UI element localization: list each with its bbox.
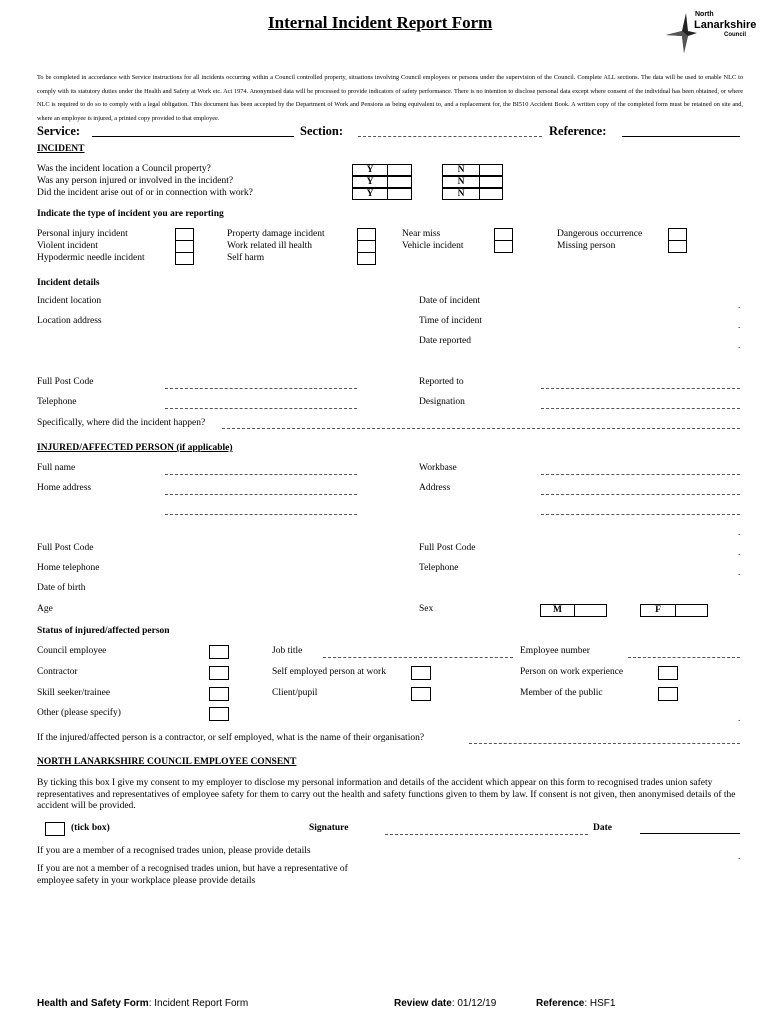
footer-review-value: : 01/12/19 — [451, 998, 497, 1009]
council-employee-checkbox[interactable] — [209, 645, 229, 659]
time-of-incident-label: Time of incident — [419, 316, 482, 326]
consent-tick-checkbox[interactable] — [45, 822, 65, 836]
logo-line-2: Lanarkshire — [694, 19, 757, 31]
incident-details-heading: Incident details — [37, 278, 100, 288]
union-member-field: . — [738, 851, 741, 861]
q1-yes-box[interactable] — [387, 164, 412, 176]
tick-box-label: (tick box) — [71, 823, 110, 833]
type-self-harm: Self harm — [227, 253, 265, 263]
sex-male-box[interactable] — [574, 604, 607, 617]
service-label: Service: — [37, 124, 81, 138]
q3-no-label: N — [442, 188, 480, 200]
section-field[interactable] — [358, 136, 542, 137]
type-missing: Missing person — [557, 241, 616, 251]
incident-telephone-field[interactable] — [165, 408, 357, 409]
reported-to-label: Reported to — [419, 377, 464, 387]
dob-label: Date of birth — [37, 583, 86, 593]
incident-q2: Was any person injured or involved in the incident? — [37, 176, 234, 186]
type-needle-checkbox[interactable] — [175, 252, 194, 265]
where-happened-label: Specifically, where did the incident happen? — [37, 418, 206, 428]
consent-date-field[interactable] — [640, 833, 740, 834]
incident-location-label: Incident location — [37, 296, 102, 306]
union-member-label: If you are a member of a recognised trades union, please provide details — [37, 846, 311, 856]
designation-field[interactable] — [541, 408, 740, 409]
date-of-incident-field: . — [738, 300, 741, 310]
incident-q1: Was the incident location a Council property? — [37, 164, 211, 174]
status-heading: Status of injured/affected person — [37, 626, 170, 636]
work-address-field-1[interactable] — [541, 494, 740, 495]
q2-no-label: N — [442, 176, 480, 188]
page-title: Internal Incident Report Form — [268, 13, 493, 32]
date-reported-label: Date reported — [419, 336, 471, 346]
star-logo-icon — [664, 11, 698, 55]
injured-postcode-label: Full Post Code — [37, 543, 94, 553]
type-property-damage: Property damage incident — [227, 229, 325, 239]
signature-field[interactable] — [385, 834, 588, 835]
work-experience-checkbox[interactable] — [658, 666, 678, 680]
sex-female-box[interactable] — [675, 604, 708, 617]
workbase-label: Workbase — [419, 463, 457, 473]
date-of-incident-label: Date of incident — [419, 296, 481, 306]
sex-label: Sex — [419, 604, 434, 614]
self-employed-checkbox[interactable] — [411, 666, 431, 680]
non-member-label-2: employee safety in your workplace please provide details — [37, 876, 256, 886]
q2-yes-box[interactable] — [387, 176, 412, 188]
sex-female-label: F — [640, 604, 676, 617]
contractor-org-label: If the injured/affected person is a contractor, or self employed, what is the name of their organisation? — [37, 733, 425, 743]
work-address-label: Address — [419, 483, 451, 493]
sex-male-label: M — [540, 604, 575, 617]
type-vehicle: Vehicle incident — [402, 241, 464, 251]
logo-line-3: Council — [724, 32, 746, 38]
date-reported-field: . — [738, 340, 741, 350]
q1-no-label: N — [442, 164, 480, 176]
consent-date-label: Date — [593, 823, 612, 833]
council-employee-label: Council employee — [37, 646, 107, 656]
where-happened-field[interactable] — [222, 428, 740, 429]
work-telephone-label: Telephone — [419, 563, 459, 573]
service-field[interactable] — [92, 136, 294, 137]
employee-number-field[interactable] — [628, 657, 740, 658]
q2-yes-label: Y — [352, 176, 388, 188]
contractor-label: Contractor — [37, 667, 78, 677]
footer-review-label: Review date — [394, 998, 452, 1009]
self-employed-label: Self employed person at work — [272, 667, 386, 677]
public-checkbox[interactable] — [658, 687, 678, 701]
reference-label: Reference: — [549, 124, 607, 138]
other-checkbox[interactable] — [209, 707, 229, 721]
job-title-label: Job title — [272, 646, 303, 656]
injured-heading: INJURED/AFFECTED PERSON (if applicable) — [37, 443, 233, 453]
footer-ref-label: Reference — [536, 998, 585, 1009]
consent-heading: NORTH LANARKSHIRE COUNCIL EMPLOYEE CONSENT — [37, 757, 297, 767]
work-address-field-3: . — [738, 527, 741, 537]
footer-reference — [536, 998, 615, 1009]
incident-q3: Did the incident arise out of or in connection with work? — [37, 188, 253, 198]
type-ill-health: Work related ill health — [227, 241, 312, 251]
footer-form — [37, 998, 248, 1009]
work-postcode-label: Full Post Code — [419, 543, 476, 553]
non-member-label-1: If you are not a member of a recognised trades union, but have a representative of — [37, 864, 348, 874]
skill-seeker-label: Skill seeker/trainee — [37, 688, 111, 698]
work-telephone-field: . — [738, 567, 741, 577]
other-label: Other (please specify) — [37, 708, 121, 718]
footer-form-name: : Incident Report Form — [148, 998, 249, 1009]
q3-no-box[interactable] — [479, 188, 503, 200]
client-checkbox[interactable] — [411, 687, 431, 701]
skill-seeker-checkbox[interactable] — [209, 687, 229, 701]
council-logo — [664, 11, 757, 55]
full-name-field[interactable] — [165, 474, 357, 475]
footer-review — [394, 998, 496, 1009]
incident-postcode-label: Full Post Code — [37, 377, 94, 387]
work-experience-label: Person on work experience — [520, 667, 624, 677]
home-address-field-2[interactable] — [165, 514, 357, 515]
q1-yes-label: Y — [352, 164, 388, 176]
other-specify-field: . — [738, 713, 741, 723]
job-title-field[interactable] — [323, 657, 513, 658]
type-violent: Violent incident — [37, 241, 98, 251]
contractor-org-field[interactable] — [469, 743, 740, 744]
incident-telephone-label: Telephone — [37, 397, 77, 407]
age-label: Age — [37, 604, 53, 614]
type-missing-checkbox[interactable] — [668, 240, 687, 253]
type-personal-injury: Personal injury incident — [37, 229, 128, 239]
full-name-label: Full name — [37, 463, 76, 473]
q1-no-box[interactable] — [479, 164, 503, 176]
workbase-field[interactable] — [541, 474, 740, 475]
footer-form-label: Health and Safety Form — [37, 998, 149, 1009]
reported-to-field[interactable] — [541, 388, 740, 389]
public-label: Member of the public — [520, 688, 603, 698]
type-near-miss: Near miss — [402, 229, 441, 239]
home-telephone-label: Home telephone — [37, 563, 100, 573]
contractor-checkbox[interactable] — [209, 666, 229, 680]
incident-postcode-field[interactable] — [165, 388, 357, 389]
time-of-incident-field: . — [738, 320, 741, 330]
type-dangerous: Dangerous occurrence — [557, 229, 643, 239]
logo-line-1: North — [695, 11, 714, 18]
incident-heading: INCIDENT — [37, 144, 85, 154]
type-needle: Hypodermic needle incident — [37, 253, 145, 263]
designation-label: Designation — [419, 397, 465, 407]
q3-yes-label: Y — [352, 188, 388, 200]
location-address-label: Location address — [37, 316, 102, 326]
home-address-label: Home address — [37, 483, 92, 493]
incident-type-heading: Indicate the type of incident you are reporting — [37, 209, 224, 219]
section-label: Section: — [300, 124, 344, 138]
type-self-harm-checkbox[interactable] — [357, 252, 376, 265]
work-address-field-2[interactable] — [541, 514, 740, 515]
q2-no-box[interactable] — [479, 176, 503, 188]
signature-label: Signature — [309, 823, 349, 833]
work-postcode-field: . — [738, 547, 741, 557]
intro-text: To be completed in accordance with Service instructions for all incidents occurring within a Council controlled property, situations involving Council employees or persons under the supervision of the Council. Complete ALL sections. The data will be used to enable NLC to comply with its statutory duties under the Health and Safety at Work etc. Act 1974. Anonymised data will be processed to provide indicators of safety performance. There is no intention to disclose personal data except where consent of the individual has been obtained, or where NLC is required to do so to comply with a legal obligation. This document has been accepted by the Department of Work and Pensions as being equivalent to, and a replacement for, the BI510 Accident Book. A written copy of the completed form must be retained on site and, where an employee is injured, a printed copy provided to that employee. — [37, 74, 743, 122]
reference-field[interactable] — [622, 136, 740, 137]
type-vehicle-checkbox[interactable] — [494, 240, 513, 253]
footer-ref-value: : HSF1 — [584, 998, 616, 1009]
client-label: Client/pupil — [272, 688, 318, 698]
home-address-field-1[interactable] — [165, 494, 357, 495]
consent-text: By ticking this box I give my consent to my employer to disclose my personal information and details of the accident which appear on this form to recognised trades union safety representatives and representatives of employee safety for them to carry out the health and safety functions given to them by law. If consent is not given, then anonymised details of the accident will be provided. — [37, 778, 736, 811]
employee-number-label: Employee number — [520, 646, 590, 656]
q3-yes-box[interactable] — [387, 188, 412, 200]
